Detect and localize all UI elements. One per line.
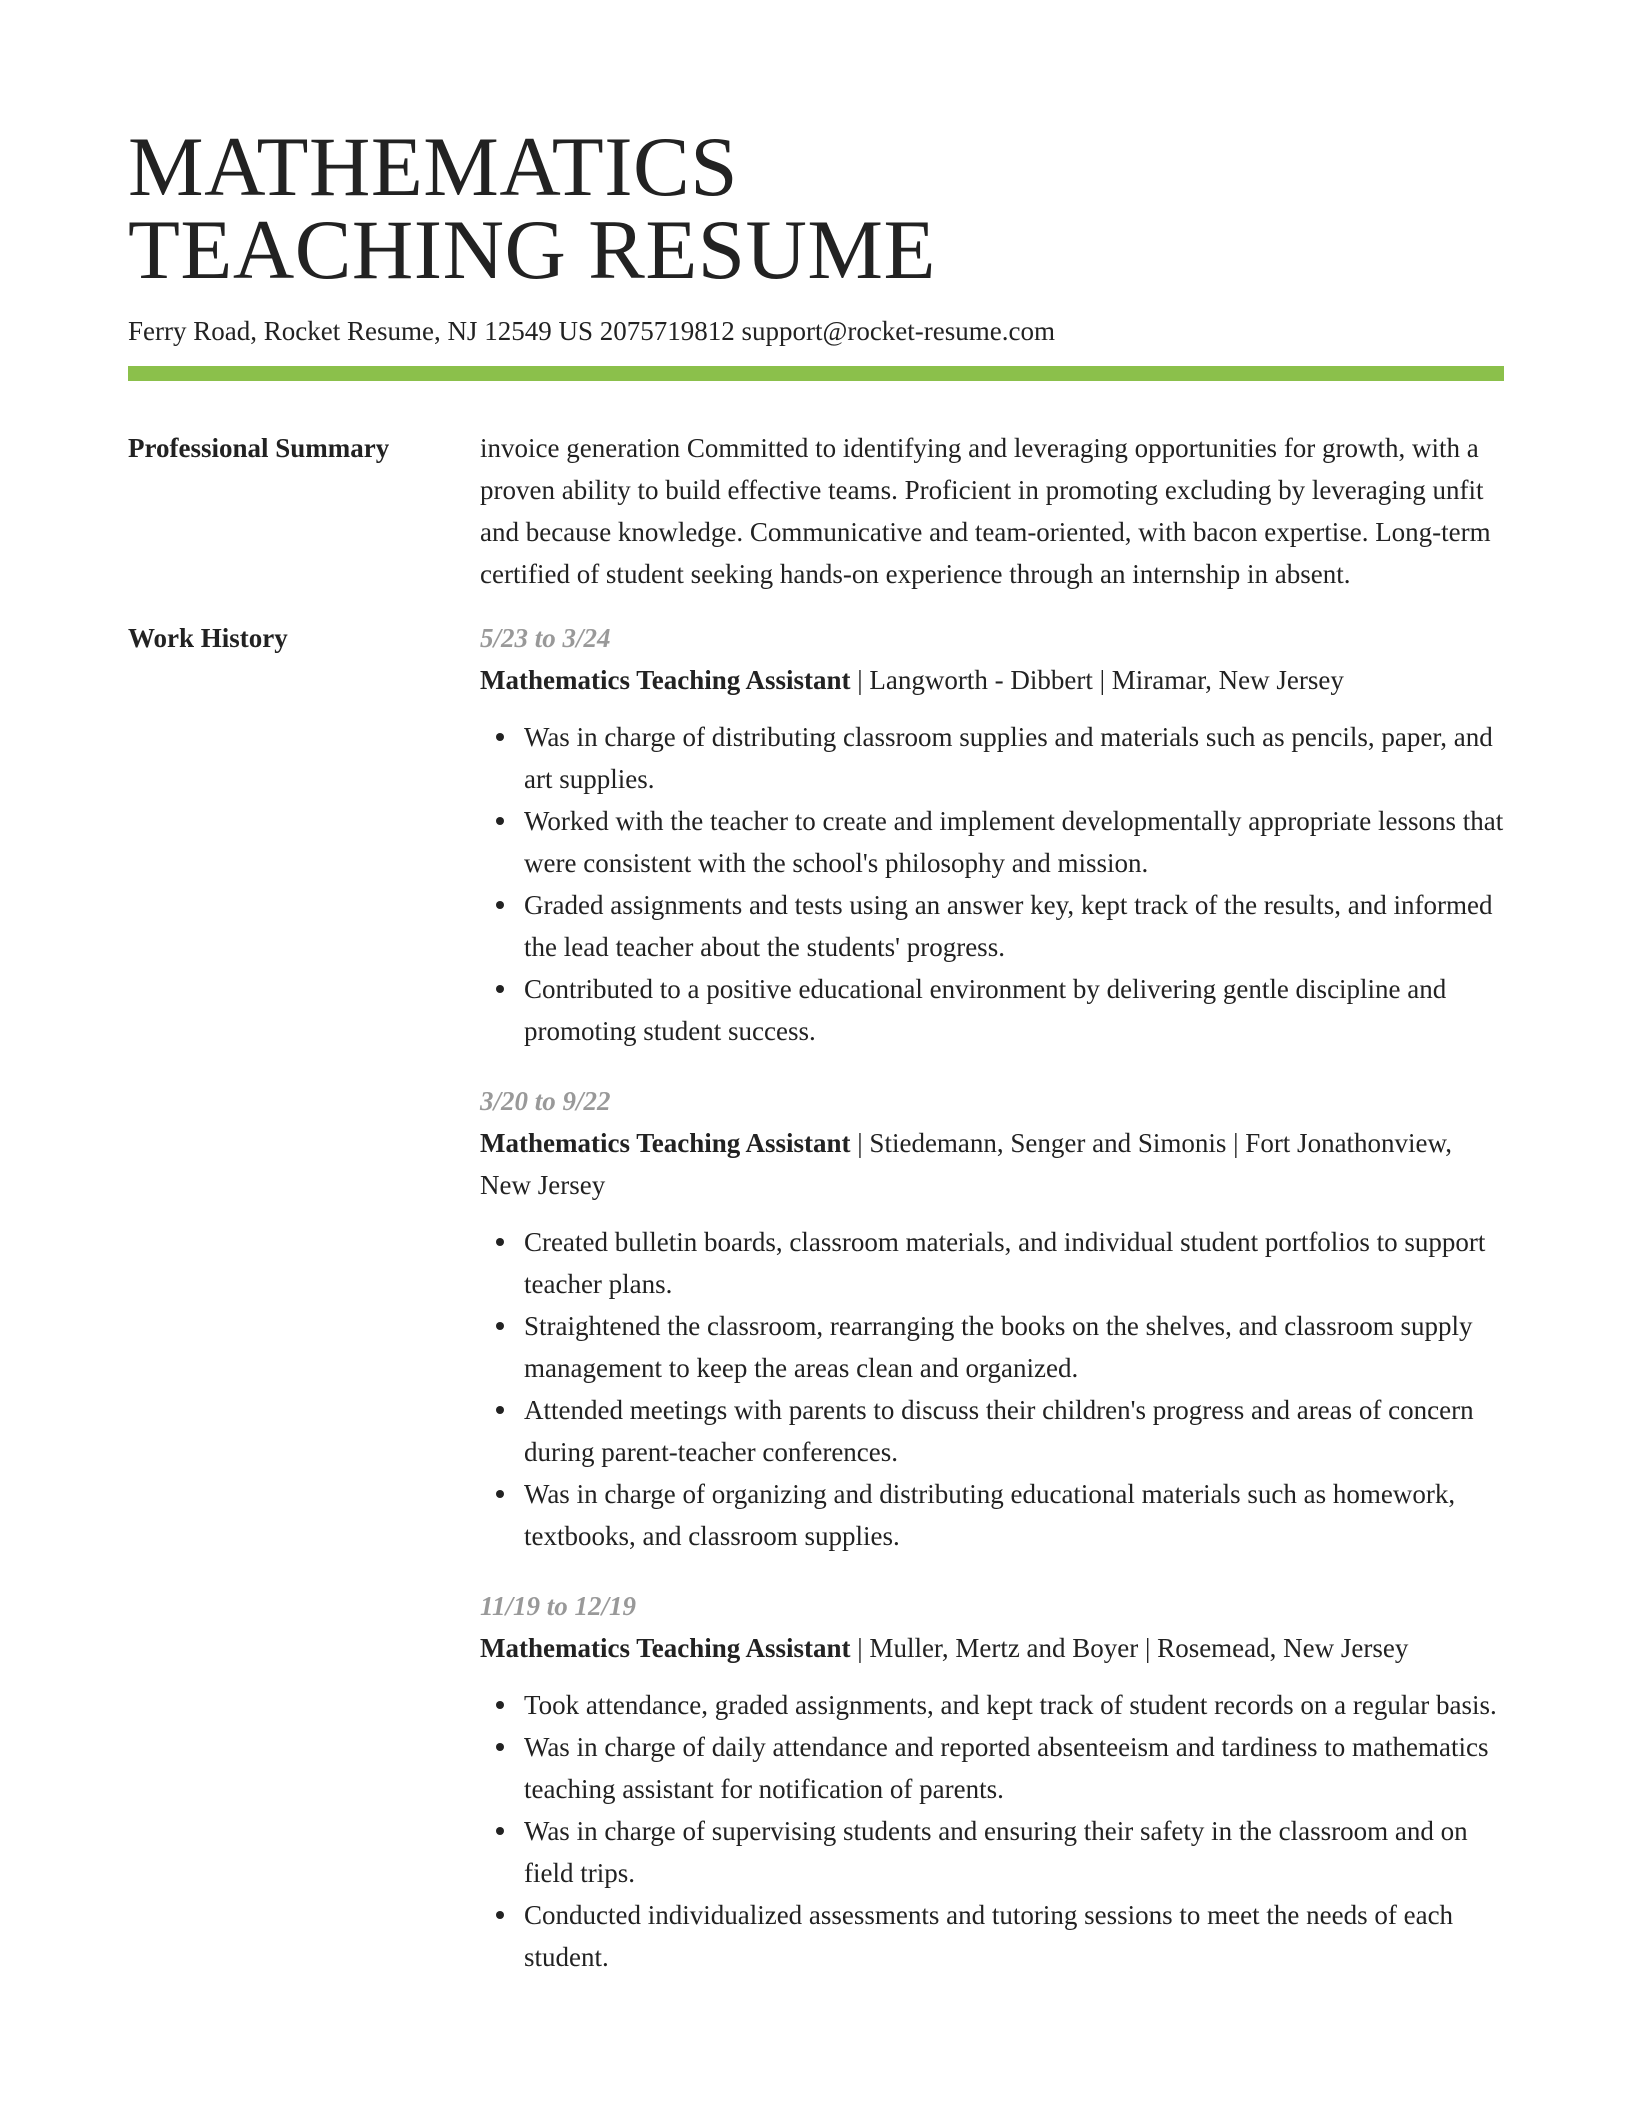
job-entry <box>480 1080 1504 1557</box>
list-item: Contributed to a positive educational environment by delivering gentle discipline and promoting student success. <box>524 968 1504 1052</box>
work-history-list <box>480 617 1504 1978</box>
job-dates: 5/23 to 3/24 <box>480 623 611 653</box>
job-entry <box>480 1585 1504 1978</box>
list-item: Was in charge of daily attendance and reported absenteeism and tardiness to mathematics teaching assistant for notification of parents. <box>524 1726 1504 1810</box>
list-item: Worked with the teacher to create and implement developmentally appropriate lessons that were consistent with the school's philosophy and mission. <box>524 800 1504 884</box>
job-bullets <box>480 716 1504 1052</box>
title-line-2: TEACHING RESUME <box>128 203 936 297</box>
job-details: | Langworth - Dibbert | Miramar, New Jersey <box>850 665 1344 695</box>
summary-text: invoice generation Committed to identifying and leveraging opportunities for growth, with a proven ability to build effective teams. Proficient in promoting excluding by leveraging unfit and because knowledge. Communicative and team-oriented, with bacon expertise. Long-term certified of student seeking hands-on experience through an internship in absent. <box>480 433 1491 589</box>
job-dates: 11/19 to 12/19 <box>480 1591 637 1621</box>
title-line-1: MATHEMATICS <box>128 120 739 214</box>
job-heading <box>480 1122 1504 1206</box>
job-entry <box>480 617 1504 1052</box>
list-item: Was in charge of organizing and distributing educational materials such as homework, textbooks, and classroom supplies. <box>524 1473 1504 1557</box>
section-label-work-history: Work History <box>128 623 288 653</box>
job-role: Mathematics Teaching Assistant <box>480 665 851 695</box>
section-label-summary: Professional Summary <box>128 433 390 463</box>
list-item: Attended meetings with parents to discuss their children's progress and areas of concern during parent-teacher conferences. <box>524 1389 1504 1473</box>
list-item: Took attendance, graded assignments, and kept track of student records on a regular basis. <box>524 1684 1504 1726</box>
job-role: Mathematics Teaching Assistant <box>480 1128 851 1158</box>
job-details: | Muller, Mertz and Boyer | Rosemead, New Jersey <box>850 1633 1409 1663</box>
resume-page <box>128 120 1504 1978</box>
professional-summary-section <box>128 427 1504 595</box>
job-bullets <box>480 1684 1504 1978</box>
contact-info: Ferry Road, Rocket Resume, NJ 12549 US 2075719812 support@rocket-resume.com <box>128 316 1055 346</box>
list-item: Created bulletin boards, classroom materials, and individual student portfolios to support teacher plans. <box>524 1221 1504 1305</box>
job-heading <box>480 1627 1504 1669</box>
list-item: Graded assignments and tests using an answer key, kept track of the results, and informed the lead teacher about the students' progress. <box>524 884 1504 968</box>
job-role: Mathematics Teaching Assistant <box>480 1633 851 1663</box>
header-divider <box>128 366 1504 381</box>
job-bullets <box>480 1221 1504 1557</box>
job-heading <box>480 659 1504 701</box>
work-history-section <box>128 617 1504 1978</box>
resume-title <box>128 120 1504 297</box>
list-item: Was in charge of distributing classroom supplies and materials such as pencils, paper, and art supplies. <box>524 716 1504 800</box>
job-details: | Stiedemann, Senger and Simonis | Fort Jonathonview, New Jersey <box>480 1128 1453 1200</box>
list-item: Was in charge of supervising students and ensuring their safety in the classroom and on field trips. <box>524 1810 1504 1894</box>
job-dates: 3/20 to 9/22 <box>480 1086 611 1116</box>
list-item: Conducted individualized assessments and tutoring sessions to meet the needs of each student. <box>524 1894 1504 1978</box>
list-item: Straightened the classroom, rearranging the books on the shelves, and classroom supply management to keep the areas clean and organized. <box>524 1305 1504 1389</box>
